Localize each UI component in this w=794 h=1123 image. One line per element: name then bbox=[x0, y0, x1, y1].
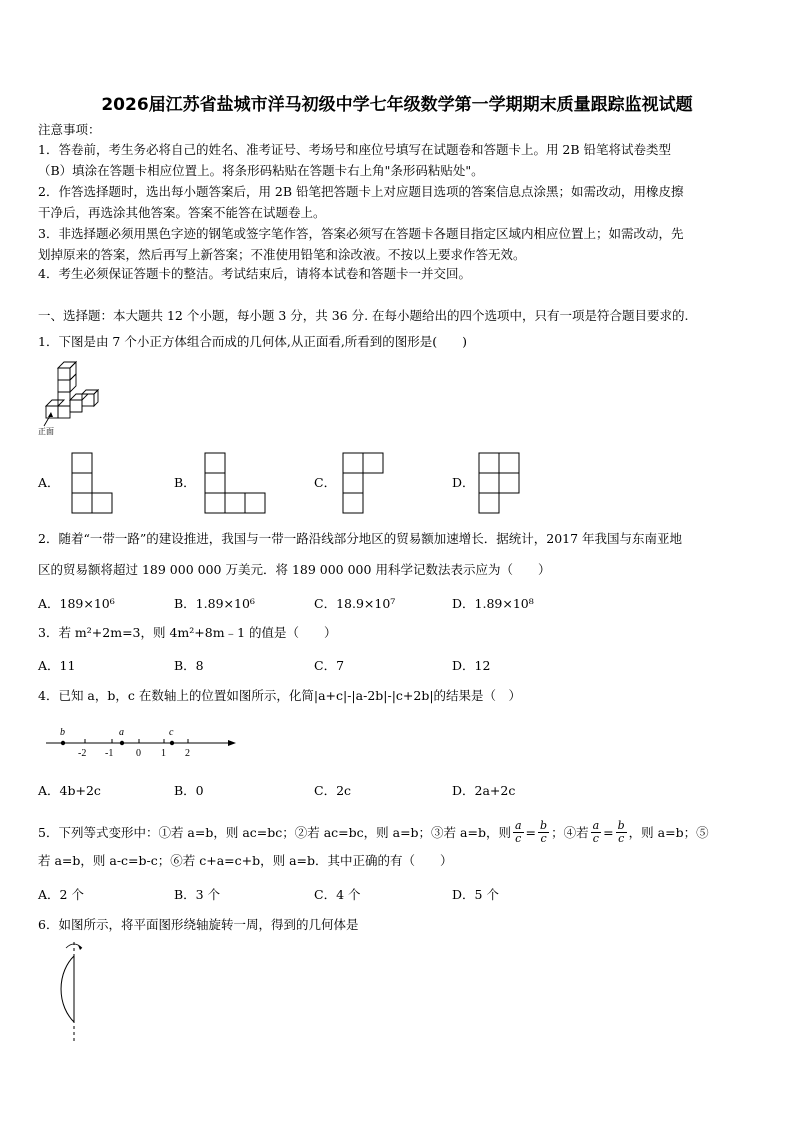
option-a[interactable]: A．11 bbox=[38, 658, 76, 673]
point-b bbox=[61, 741, 65, 745]
cube-stack-figure bbox=[36, 356, 106, 438]
option-b[interactable]: B．3 个 bbox=[174, 887, 221, 902]
notice-heading: 注意事项： bbox=[38, 122, 101, 137]
notice-line: 划掉原来的答案，然后再写上新答案；不准使用铅笔和涂改液。不按以上要求作答无效。 bbox=[38, 247, 526, 262]
option-b[interactable]: B．8 bbox=[174, 658, 204, 673]
option-a[interactable]: A．189×10⁶ bbox=[38, 596, 115, 611]
equals-sign: = bbox=[603, 824, 614, 840]
option-c[interactable]: C．4 个 bbox=[314, 887, 361, 902]
option-b-figure bbox=[204, 452, 268, 514]
tick-label: -2 bbox=[78, 748, 87, 759]
notice-line: 1．答卷前，考生务必将自己的姓名、准考证号、考场号和座位号填写在试题卷和答题卡上。用 2B 铅笔将试卷类型 bbox=[38, 142, 672, 157]
number-line-figure bbox=[40, 722, 240, 762]
option-c[interactable]: C．7 bbox=[314, 658, 345, 673]
tick-label: 2 bbox=[185, 748, 190, 759]
option-a-figure bbox=[71, 452, 115, 514]
point-label-a: a bbox=[119, 727, 124, 738]
option-d[interactable]: D．2a+2c bbox=[452, 783, 516, 798]
question-5-part2: ；④若 bbox=[551, 824, 589, 840]
question-5-line1 bbox=[38, 814, 709, 850]
question-2-line1: 2．随着“一带一路”的建设推进，我国与一带一路沿线部分地区的贸易额加速增长．据统计，2017 年我国与东南亚地 bbox=[38, 531, 683, 546]
fraction-a-over-c: $\frac{a}{c}$ bbox=[514, 818, 522, 845]
section-heading: 一、选择题：本大题共 12 个小题，每小题 3 分，共 36 分. 在每小题给出的四个选项中，只有一项是符合题目要求的. bbox=[38, 308, 689, 323]
option-d[interactable]: D．12 bbox=[452, 658, 491, 673]
fraction-b-over-c: $\frac{b}{c}$ bbox=[617, 818, 625, 845]
option-d-label[interactable]: D． bbox=[452, 475, 475, 490]
point-label-c: c bbox=[169, 727, 174, 738]
option-c-figure bbox=[342, 452, 386, 514]
option-a[interactable]: A．2 个 bbox=[38, 887, 84, 902]
question-4-text: 4．已知 a，b，c 在数轴上的位置如图所示，化简|a+c|-|a-2b|-|c+2b|的结果是（ ） bbox=[38, 688, 522, 703]
notice-line: 4．考生必须保证答题卡的整洁。考试结束后，请将本试卷和答题卡一并交回。 bbox=[38, 266, 471, 281]
equals-sign: = bbox=[525, 824, 537, 840]
option-b[interactable]: B．0 bbox=[174, 783, 204, 798]
option-d-figure bbox=[478, 452, 522, 514]
option-b[interactable]: B．1.89×10⁶ bbox=[174, 596, 255, 611]
question-1-text: 1．下图是由 7 个小正方体组合而成的几何体,从正面看,所看到的图形是( ) bbox=[38, 334, 468, 349]
point-a bbox=[120, 741, 124, 745]
option-c[interactable]: C．2c bbox=[314, 783, 352, 798]
option-b-label[interactable]: B． bbox=[174, 475, 196, 490]
fraction-b-over-c: $\frac{b}{c}$ bbox=[540, 818, 548, 845]
option-c[interactable]: C．18.9×10⁷ bbox=[314, 596, 396, 611]
tick-label: 0 bbox=[136, 748, 141, 759]
question-3-text: 3．若 m²+2m=3，则 4m²+8m﹣1 的值是（ ） bbox=[38, 625, 337, 640]
option-a[interactable]: A．4b+2c bbox=[38, 783, 101, 798]
question-5-line2: 若 a=b，则 a-c=b-c；⑥若 c+a=c+b，则 a=b．其中正确的有（ ） bbox=[38, 853, 453, 868]
option-d[interactable]: D．5 个 bbox=[452, 887, 499, 902]
question-5-part3: ，则 a=b；⑤ bbox=[628, 824, 709, 840]
option-a-label[interactable]: A． bbox=[38, 475, 60, 490]
option-c-label[interactable]: C． bbox=[314, 475, 337, 490]
tick-label: 1 bbox=[161, 748, 166, 759]
notice-line: （B）填涂在答题卡相应位置上。将条形码粘贴在答题卡右上角"条形码粘贴处"。 bbox=[38, 163, 484, 178]
notice-line: 3．非选择题必须用黑色字迹的钢笔或签字笔作答，答案必须写在答题卡各题目指定区域内相应位置上；如需改动，先 bbox=[38, 226, 684, 241]
question-6-text: 6．如图所示，将平面图形绕轴旋转一周，得到的几何体是 bbox=[38, 917, 359, 932]
question-5-part1: 5．下列等式变形中：①若 a=b，则 ac=bc；②若 ac=bc，则 a=b；③若 a=b，则 bbox=[38, 824, 511, 840]
question-2-line2: 区的贸易额将超过 189 000 000 万美元．将 189 000 000 用科学记数法表示应为（ ） bbox=[38, 562, 551, 577]
point-c bbox=[170, 741, 174, 745]
page-title: 2026届江苏省盐城市洋马初级中学七年级数学第一学期期末质量跟踪监视试题 bbox=[101, 95, 693, 115]
tick-label: -1 bbox=[105, 748, 114, 759]
option-d[interactable]: D．1.89×10⁸ bbox=[452, 596, 534, 611]
fraction-a-over-c: $\frac{a}{c}$ bbox=[592, 818, 600, 845]
notice-line: 干净后，再选涂其他答案。答案不能答在试题卷上。 bbox=[38, 205, 326, 220]
notice-line: 2．作答选择题时，选出每小题答案后，用 2B 铅笔把答题卡上对应题目选项的答案信息点涂黑；如需改动，用橡皮擦 bbox=[38, 184, 684, 199]
point-label-b: b bbox=[60, 727, 65, 738]
semicircle-rotation-figure bbox=[34, 938, 84, 1046]
front-label: 正面 bbox=[38, 427, 54, 436]
